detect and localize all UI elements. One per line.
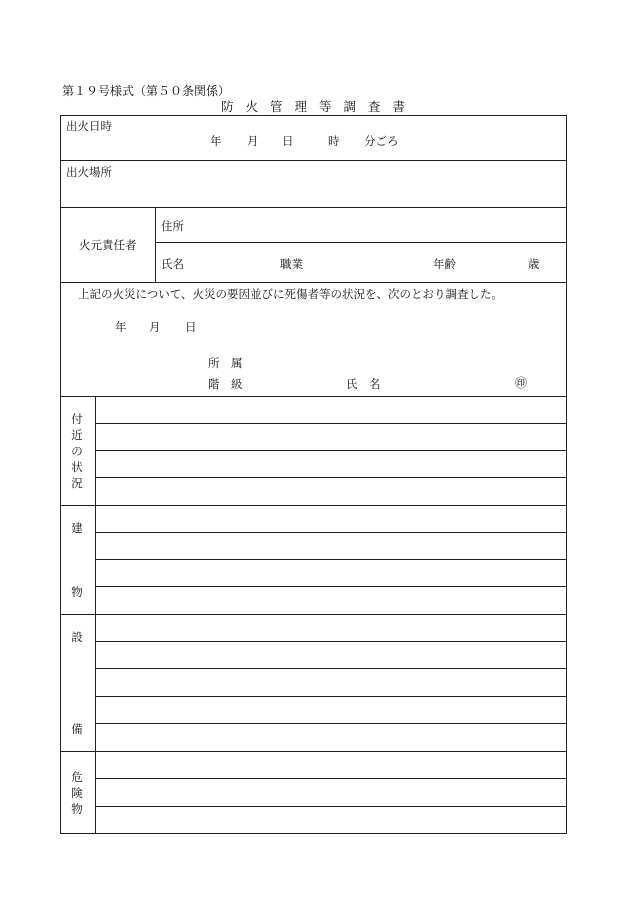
writing-line	[95, 423, 567, 424]
label-char: 危	[71, 770, 83, 784]
divider	[60, 160, 567, 161]
age-label: 年齢	[433, 257, 456, 271]
writing-line	[95, 778, 567, 779]
equipment-label-bottom: 備	[71, 722, 83, 736]
fire-month-unit: 月	[247, 134, 259, 148]
divider	[155, 207, 156, 282]
seal-mark: ㊞	[515, 376, 528, 390]
rank-label: 階 級	[208, 377, 243, 391]
fire-minute-unit: 分ごろ	[364, 134, 399, 148]
section-divider	[60, 614, 567, 615]
investigator-name-label: 氏 名	[346, 377, 381, 391]
writing-line	[95, 806, 567, 807]
writing-line	[95, 477, 567, 478]
occupation-label: 職業	[280, 257, 303, 271]
building-label-bottom: 物	[71, 585, 83, 599]
writing-line	[95, 696, 567, 697]
label-char: 付	[71, 412, 83, 426]
label-char: 状	[71, 460, 83, 474]
form-number: 第１９号様式（第５０条関係）	[62, 84, 231, 98]
hazardous-label	[60, 769, 94, 817]
writing-line	[95, 668, 567, 669]
divider	[60, 282, 567, 283]
label-char: 物	[71, 802, 83, 816]
form-table	[60, 115, 567, 834]
divider	[60, 396, 567, 397]
writing-line	[95, 559, 567, 560]
name-label: 氏名	[161, 257, 184, 271]
label-char: 況	[71, 476, 83, 490]
declaration-statement: 上記の火災について、火災の要因並びに死傷者等の状況を、次のとおり調査した。	[78, 287, 504, 301]
building-label-top: 建	[71, 521, 83, 535]
label-column-divider	[95, 396, 96, 834]
label-char: 近	[71, 428, 83, 442]
section-divider	[60, 751, 567, 752]
divider	[60, 207, 567, 208]
age-unit: 歳	[528, 257, 540, 271]
fire-datetime-label: 出火日時	[66, 119, 112, 133]
label-char: の	[71, 444, 83, 458]
declaration-month-unit: 月	[149, 320, 161, 334]
section-divider	[60, 505, 567, 506]
document-title: 防 火 管 理 等 調 査 書	[221, 99, 409, 114]
declaration-year-unit: 年	[115, 320, 127, 334]
declaration-day-unit: 日	[185, 320, 197, 334]
fire-day-unit: 日	[282, 134, 294, 148]
divider	[155, 242, 567, 243]
fire-location-label: 出火場所	[66, 165, 112, 179]
responsible-person-label: 火元責任者	[79, 238, 137, 252]
surroundings-label	[60, 411, 94, 491]
fire-hour-unit: 時	[328, 134, 340, 148]
writing-line	[95, 723, 567, 724]
address-label: 住所	[161, 219, 184, 233]
label-char: 険	[71, 786, 83, 800]
writing-line	[95, 532, 567, 533]
writing-line	[95, 641, 567, 642]
writing-line	[95, 586, 567, 587]
writing-line	[95, 450, 567, 451]
equipment-label-top: 設	[71, 630, 83, 644]
affiliation-label: 所 属	[208, 356, 243, 370]
fire-year-unit: 年	[210, 134, 222, 148]
